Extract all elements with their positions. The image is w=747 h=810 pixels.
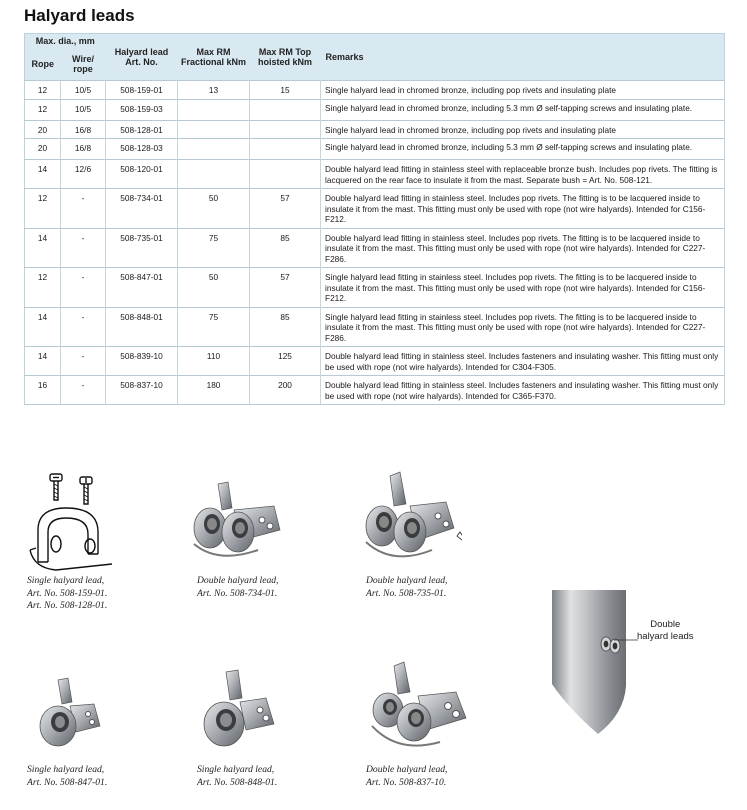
art-no-cell: 508-848-01 [106, 307, 178, 347]
table-row [25, 160, 725, 189]
rope-cell: 12 [25, 189, 61, 229]
max-rm-top-cell [250, 139, 321, 160]
mast-illustration [548, 588, 638, 738]
header-max-rm-fractional: Max RM Fractional kNm [178, 34, 250, 81]
max-rm-fractional-cell: 180 [178, 376, 250, 405]
remarks-cell: Single halyard lead fitting in stainless steel. Includes pop rivets. The fitting is to be lacquered inside to insulate it from the mast. This fitting must only be used with rope (not wire halyards). Intended for C156-F212. [321, 268, 725, 308]
art-no-cell: 508-735-01 [106, 228, 178, 268]
wire-rope-cell: - [61, 268, 106, 308]
art-no-cell: 508-159-03 [106, 99, 178, 120]
max-rm-top-cell: 57 [250, 189, 321, 229]
art-no-cell: 508-847-01 [106, 268, 178, 308]
art-no-cell: 508-837-10 [106, 376, 178, 405]
caption-double-halyard-lead-734: Double halyard lead, Art. No. 508-734-01. [197, 575, 279, 599]
remarks-cell: Double halyard lead fitting in stainless steel. Includes fasteners and insulating washer. This fitting must only be used with rope (not wire halyards). Intended for C304-F305. [321, 347, 725, 376]
rope-cell: 12 [25, 268, 61, 308]
wire-rope-cell: 10/5 [61, 81, 106, 100]
rope-cell: 20 [25, 139, 61, 160]
caption-single-halyard-lead-848: Single halyard lead, Art. No. 508-848-01. [197, 764, 278, 788]
art-no-cell: 508-128-01 [106, 120, 178, 139]
header-art-no: Halyard lead Art. No. [106, 34, 178, 81]
rope-cell: 14 [25, 160, 61, 189]
caption-double-halyard-lead-735: Double halyard lead, Art. No. 508-735-01. [366, 575, 448, 599]
double-halyard-lead-735-image [362, 470, 462, 572]
wire-rope-cell: 10/5 [61, 99, 106, 120]
page-title: Halyard leads [24, 6, 135, 25]
rope-cell: 16 [25, 376, 61, 405]
caption-single-halyard-lead-bronze: Single halyard lead, Art. No. 508-159-01. Art. No. 508-128-01. [27, 575, 108, 611]
table-row [25, 139, 725, 160]
max-rm-fractional-cell [178, 160, 250, 189]
header-max-rm-top: Max RM Top hoisted kNm [250, 34, 321, 81]
remarks-cell: Single halyard lead in chromed bronze, including 5.3 mm Ø self-tapping screws and insulating plate. [321, 139, 725, 160]
rope-cell: 14 [25, 347, 61, 376]
wire-rope-cell: 16/8 [61, 139, 106, 160]
header-rope: Rope [25, 48, 61, 81]
caption-double-halyard-lead-837: Double halyard lead, Art. No. 508-837-10. [366, 764, 448, 788]
table-row [25, 99, 725, 120]
rope-cell: 12 [25, 99, 61, 120]
halyard-leads-table [24, 33, 725, 405]
rope-cell: 14 [25, 228, 61, 268]
max-rm-top-cell [250, 99, 321, 120]
max-rm-top-cell [250, 160, 321, 189]
remarks-cell: Single halyard lead in chromed bronze, including 5.3 mm Ø self-tapping screws and insulating plate. [321, 99, 725, 120]
table-row [25, 189, 725, 229]
max-rm-fractional-cell: 50 [178, 189, 250, 229]
table-row [25, 347, 725, 376]
rope-cell: 20 [25, 120, 61, 139]
single-halyard-lead-847-image [34, 676, 102, 756]
table-row [25, 120, 725, 139]
rope-cell: 14 [25, 307, 61, 347]
remarks-cell: Double halyard lead fitting in stainless steel. Includes pop rivets. The fitting is to be lacquered inside to insulate it from the mast. This fitting must only be used with rope (not wire halyards). Intended for C227-F286. [321, 228, 725, 268]
art-no-cell: 508-159-01 [106, 81, 178, 100]
remarks-cell: Double halyard lead fitting in stainless steel. Includes fasteners and insulating washer. This fitting must only be used with rope (not wire halyards). Intended for C365-F370. [321, 376, 725, 405]
art-no-cell: 508-839-10 [106, 347, 178, 376]
wire-rope-cell: 16/8 [61, 120, 106, 139]
max-rm-top-cell: 200 [250, 376, 321, 405]
max-rm-fractional-cell: 50 [178, 268, 250, 308]
table-row [25, 268, 725, 308]
max-rm-top-cell: 15 [250, 81, 321, 100]
mast-label: Double halyard leads [637, 619, 694, 642]
wire-rope-cell: - [61, 228, 106, 268]
double-halyard-lead-734-image [188, 478, 288, 570]
rope-cell: 12 [25, 81, 61, 100]
max-rm-top-cell: 57 [250, 268, 321, 308]
remarks-cell: Double halyard lead fitting in stainless steel. Includes pop rivets. The fitting is to be lacquered inside to insulate it from the mast. This fitting must only be used with rope (not wire halyards). Intended for C156-F212. [321, 189, 725, 229]
remarks-cell: Single halyard lead in chromed bronze, including pop rivets and insulating plate [321, 120, 725, 139]
art-no-cell: 508-120-01 [106, 160, 178, 189]
wire-rope-cell: 12/6 [61, 160, 106, 189]
remarks-cell: Single halyard lead in chromed bronze, including pop rivets and insulating plate [321, 81, 725, 100]
caption-single-halyard-lead-847: Single halyard lead, Art. No. 508-847-01. [27, 764, 108, 788]
wire-rope-cell: - [61, 376, 106, 405]
max-rm-fractional-cell [178, 120, 250, 139]
max-rm-fractional-cell: 75 [178, 307, 250, 347]
table-row [25, 81, 725, 100]
max-rm-top-cell: 85 [250, 228, 321, 268]
max-rm-top-cell: 85 [250, 307, 321, 347]
max-rm-fractional-cell: 13 [178, 81, 250, 100]
remarks-cell: Double halyard lead fitting in stainless steel with replaceable bronze bush. Includes pop rivets. The fitting is lacquered on the rear face to insulate it from the mast. Separate bush = Art. No. 508-121. [321, 160, 725, 189]
max-rm-top-cell [250, 120, 321, 139]
max-rm-fractional-cell: 75 [178, 228, 250, 268]
table-row [25, 228, 725, 268]
wire-rope-cell: - [61, 307, 106, 347]
header-wire-rope: Wire/ rope [61, 48, 106, 81]
header-max-dia: Max. dia., mm [25, 34, 106, 49]
header-remarks: Remarks [321, 34, 725, 81]
wire-rope-cell: - [61, 347, 106, 376]
wire-rope-cell: - [61, 189, 106, 229]
single-halyard-lead-bronze-image [26, 470, 116, 574]
max-rm-top-cell: 125 [250, 347, 321, 376]
double-halyard-lead-837-image [368, 660, 472, 760]
art-no-cell: 508-128-03 [106, 139, 178, 160]
table-row [25, 307, 725, 347]
art-no-cell: 508-734-01 [106, 189, 178, 229]
max-rm-fractional-cell [178, 139, 250, 160]
max-rm-fractional-cell: 110 [178, 347, 250, 376]
table-row [25, 376, 725, 405]
max-rm-fractional-cell [178, 99, 250, 120]
remarks-cell: Single halyard lead fitting in stainless steel. Includes pop rivets. The fitting is to be lacquered inside to insulate it from the mast. This fitting must only be used with rope (not wire halyards). Intended for C227-F286. [321, 307, 725, 347]
single-halyard-lead-848-image [196, 668, 276, 756]
